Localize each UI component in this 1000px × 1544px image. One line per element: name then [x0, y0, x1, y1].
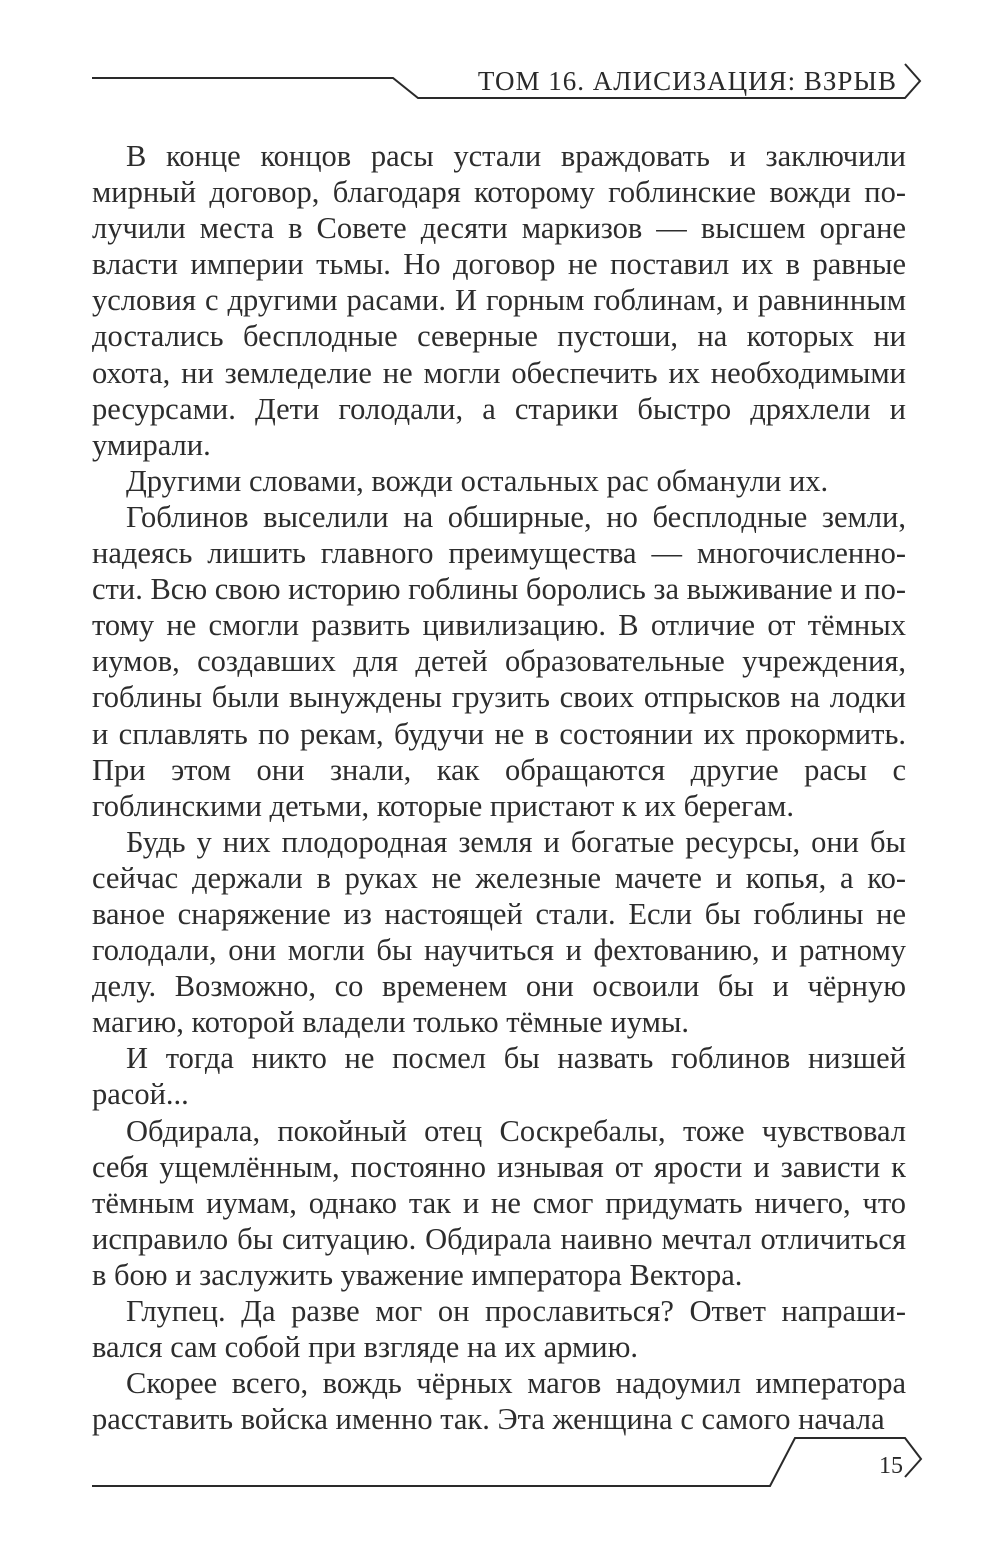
paragraph-2: Другими словами, вожди остальных рас обманули их. — [126, 463, 829, 498]
paragraph-7: Глупец. Да разве мог он прославиться? Ответ напрашивался сам собой при взгляде на их армию. — [92, 1294, 906, 1365]
paragraph-3: Гоблинов выселили на обширные, но бесплодные земли, надеясь лишить главного преимущества — многочисленности. Всю свою историю гоблины боролись за выживание и потому не смогли развить цивилизацию. В отличие от тёмных иумов, создавших для детей образовательные учреждения, гоблины были вынуждены грузить своих отпрысков на лодки и сплавлять по рекам, будучи не в состоянии их прокормить. При этом они знали, как обращаются другие расы с гоблинскими детьми, которые пристают к их берегам. — [92, 499, 906, 823]
paragraph-8: Скорее всего, вождь чёрных магов надоумил императора расставить войска именно так. Эта женщина с самого начала — [92, 1366, 906, 1437]
footer-rule — [0, 1420, 1000, 1520]
page-number: 15 — [879, 1453, 903, 1479]
paragraph-5: И тогда никто не посмел бы назвать гоблинов низшей расой... — [92, 1041, 906, 1112]
paragraph-1: В конце концов расы устали враждовать и заключили мирный договор, благодаря которому гоблинские вожди получили места в Совете десяти маркизов — высшем органе власти империи тьмы. Но договор не поставил их в равные условия с другими расами. И горным гоблинам, и равнинным достались бесплодные северные пустоши, на которых ни охота, ни земледелие не могли обеспечить их необходимыми ресурсами. Дети голодали, а старики быстро дряхлели и умирали. — [92, 139, 906, 462]
body-text — [92, 138, 906, 1437]
paragraph-6: Обдирала, покойный отец Соскребалы, тоже чувствовал себя ущемлённым, постоянно изнывая от ярости и зависти к тёмным иумам, однако так и не смог придумать ничего, что исправило бы ситуацию. Обдирала наивно мечтал отличиться в бою и заслужить уважение императора Вектора. — [92, 1113, 906, 1292]
running-head-title: ТОМ 16. АЛИСИЗАЦИЯ: ВЗРЫВ — [477, 66, 897, 96]
header-rule — [0, 0, 1000, 120]
paragraph-4: Будь у них плодородная земля и богатые ресурсы, они бы сейчас держали в руках не железные мачете и копья, а кованое снаряжение из настоящей стали. Если бы гоблины не голодали, они могли бы научиться и фехтованию, и ратному делу. Возможно, со временем они освоили бы и чёрную магию, которой владели только тёмные иумы. — [92, 824, 906, 1040]
